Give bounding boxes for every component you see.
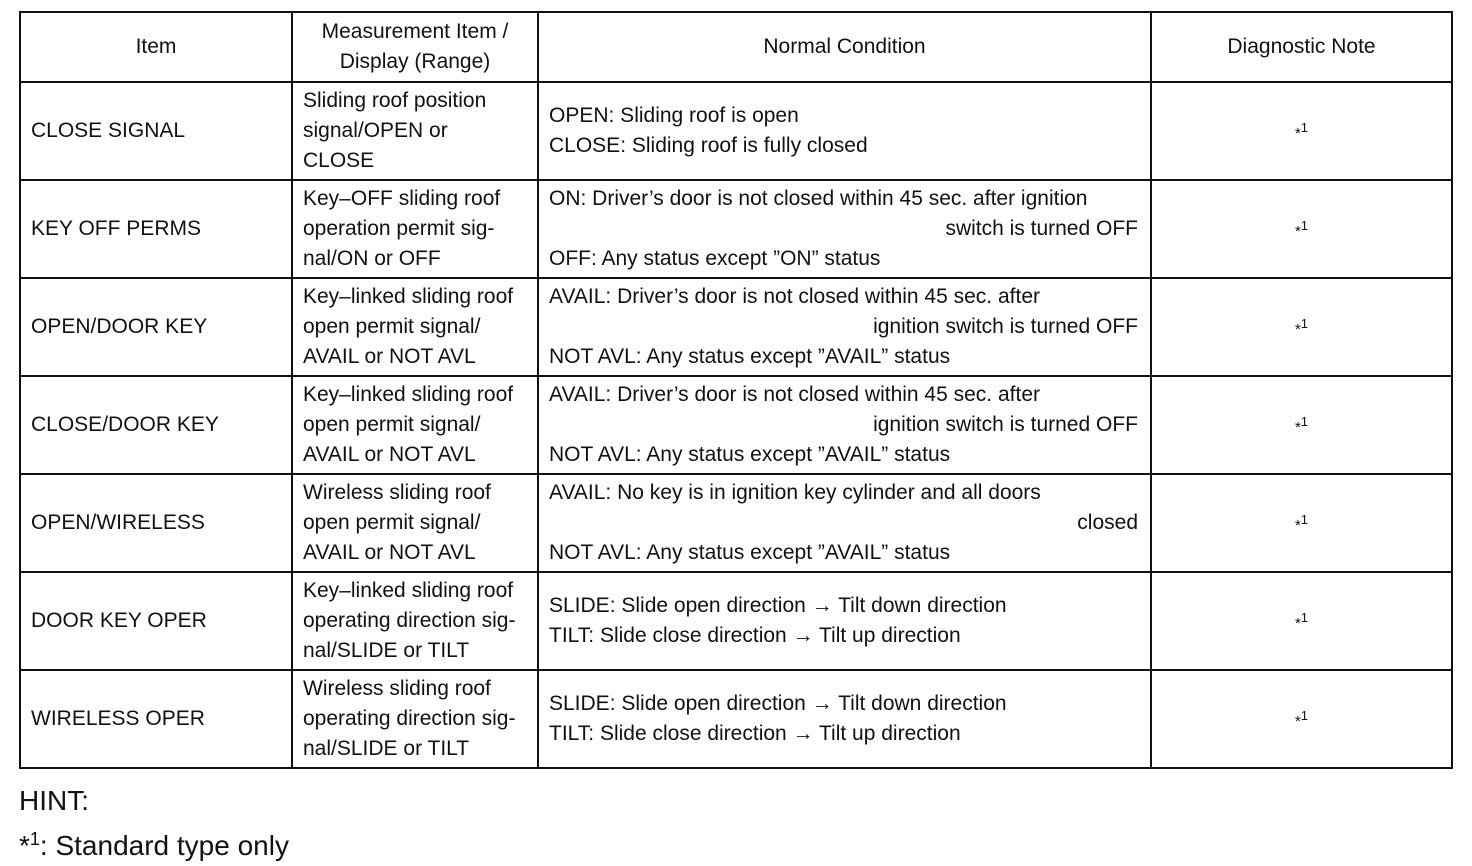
measurement-line: open permit signal/ xyxy=(303,315,481,338)
measurement-cell xyxy=(292,180,538,278)
header-measurement xyxy=(292,12,538,82)
measurement-line: Key–linked sliding roof xyxy=(303,285,514,308)
item-cell: DOOR KEY OPER xyxy=(20,572,292,670)
condition-line: OFF: Any status except ”ON” status xyxy=(549,247,881,270)
header-item: Item xyxy=(20,12,292,82)
header-measurement-line1: Measurement Item / xyxy=(321,20,509,43)
condition-cell xyxy=(538,474,1151,572)
note-star: * xyxy=(1294,125,1301,142)
note-cell xyxy=(1151,180,1452,278)
note-cell xyxy=(1151,278,1452,376)
table-row xyxy=(20,180,1452,278)
measurement-line: Sliding roof position xyxy=(303,89,487,112)
diagnostic-table xyxy=(19,11,1453,769)
condition-line: OPEN: Sliding roof is open xyxy=(549,104,799,127)
condition-line: switch is turned OFF xyxy=(945,217,1138,240)
note-sup: 1 xyxy=(1300,708,1309,723)
condition-cell xyxy=(538,278,1151,376)
table-row xyxy=(20,474,1452,572)
measurement-line: AVAIL or NOT AVL xyxy=(303,443,476,466)
condition-cell xyxy=(538,670,1151,768)
measurement-cell xyxy=(292,670,538,768)
measurement-cell xyxy=(292,572,538,670)
measurement-line: AVAIL or NOT AVL xyxy=(303,345,476,368)
hint-star: * xyxy=(19,830,30,861)
item-cell: KEY OFF PERMS xyxy=(20,180,292,278)
note-star: * xyxy=(1294,419,1301,436)
note-cell xyxy=(1151,474,1452,572)
note-sup: 1 xyxy=(1300,512,1309,527)
item-cell: OPEN/DOOR KEY xyxy=(20,278,292,376)
condition-cell xyxy=(538,82,1151,180)
condition-line: AVAIL: No key is in ignition key cylinder and all doors xyxy=(549,481,1041,504)
measurement-cell xyxy=(292,278,538,376)
note-sup: 1 xyxy=(1300,610,1309,625)
table-row xyxy=(20,82,1452,180)
measurement-line: Key–OFF sliding roof xyxy=(303,187,501,210)
condition-line: AVAIL: Driver’s door is not closed within 45 sec. after xyxy=(549,383,1040,406)
condition-line: AVAIL: Driver’s door is not closed within 45 sec. after xyxy=(549,285,1040,308)
measurement-cell xyxy=(292,376,538,474)
measurement-line: Key–linked sliding roof xyxy=(303,579,514,602)
condition-cell xyxy=(538,376,1151,474)
note-star: * xyxy=(1294,321,1301,338)
note-star: * xyxy=(1294,713,1301,730)
note-sup: 1 xyxy=(1300,316,1309,331)
condition-line: ON: Driver’s door is not closed within 45 sec. after ignition xyxy=(549,187,1088,210)
note-cell xyxy=(1151,572,1452,670)
item-cell: WIRELESS OPER xyxy=(20,670,292,768)
header-diagnostic-note: Diagnostic Note xyxy=(1151,12,1452,82)
measurement-line: AVAIL or NOT AVL xyxy=(303,541,476,564)
measurement-line: open permit signal/ xyxy=(303,511,481,534)
measurement-line: Key–linked sliding roof xyxy=(303,383,514,406)
hint-footnote xyxy=(19,820,289,865)
condition-line: ignition switch is turned OFF xyxy=(873,413,1138,436)
hint-sup: 1 xyxy=(29,829,40,849)
condition-line: TILT: Slide close direction → Tilt up direction xyxy=(549,624,961,647)
condition-line: NOT AVL: Any status except ”AVAIL” status xyxy=(549,541,951,564)
table-row xyxy=(20,572,1452,670)
note-star: * xyxy=(1294,615,1301,632)
measurement-line: CLOSE xyxy=(303,149,375,172)
note-star: * xyxy=(1294,517,1301,534)
measurement-line: operating direction sig- xyxy=(303,707,516,730)
note-cell xyxy=(1151,670,1452,768)
condition-line: SLIDE: Slide open direction → Tilt down direction xyxy=(549,594,1007,617)
measurement-line: operating direction sig- xyxy=(303,609,516,632)
note-sup: 1 xyxy=(1300,218,1309,233)
note-star: * xyxy=(1294,223,1301,240)
table-row xyxy=(20,670,1452,768)
hint-title: HINT: xyxy=(19,785,89,816)
condition-cell xyxy=(538,572,1151,670)
condition-line: TILT: Slide close direction → Tilt up direction xyxy=(549,722,961,745)
hint-text: : Standard type only xyxy=(39,830,289,861)
measurement-cell xyxy=(292,82,538,180)
measurement-line: open permit signal/ xyxy=(303,413,481,436)
item-cell: OPEN/WIRELESS xyxy=(20,474,292,572)
condition-cell xyxy=(538,180,1151,278)
measurement-line: Wireless sliding roof xyxy=(303,677,491,700)
header-measurement-line2: Display (Range) xyxy=(339,50,491,73)
table-row xyxy=(20,278,1452,376)
table-header-row xyxy=(20,12,1452,82)
measurement-line: nal/ON or OFF xyxy=(303,247,441,270)
measurement-line: operation permit sig- xyxy=(303,217,495,240)
condition-line: SLIDE: Slide open direction → Tilt down direction xyxy=(549,692,1007,715)
condition-line: NOT AVL: Any status except ”AVAIL” status xyxy=(549,443,951,466)
condition-line: ignition switch is turned OFF xyxy=(873,315,1138,338)
note-cell xyxy=(1151,82,1452,180)
measurement-line: Wireless sliding roof xyxy=(303,481,491,504)
item-cell: CLOSE/DOOR KEY xyxy=(20,376,292,474)
measurement-line: nal/SLIDE or TILT xyxy=(303,737,470,760)
measurement-line: nal/SLIDE or TILT xyxy=(303,639,470,662)
condition-line: NOT AVL: Any status except ”AVAIL” status xyxy=(549,345,951,368)
condition-line: closed xyxy=(1077,511,1138,534)
measurement-line: signal/OPEN or xyxy=(303,119,448,142)
note-sup: 1 xyxy=(1300,414,1309,429)
condition-line: CLOSE: Sliding roof is fully closed xyxy=(549,134,868,157)
item-cell: CLOSE SIGNAL xyxy=(20,82,292,180)
table-row xyxy=(20,376,1452,474)
note-sup: 1 xyxy=(1300,120,1309,135)
measurement-cell xyxy=(292,474,538,572)
note-cell xyxy=(1151,376,1452,474)
header-normal-condition: Normal Condition xyxy=(538,12,1151,82)
